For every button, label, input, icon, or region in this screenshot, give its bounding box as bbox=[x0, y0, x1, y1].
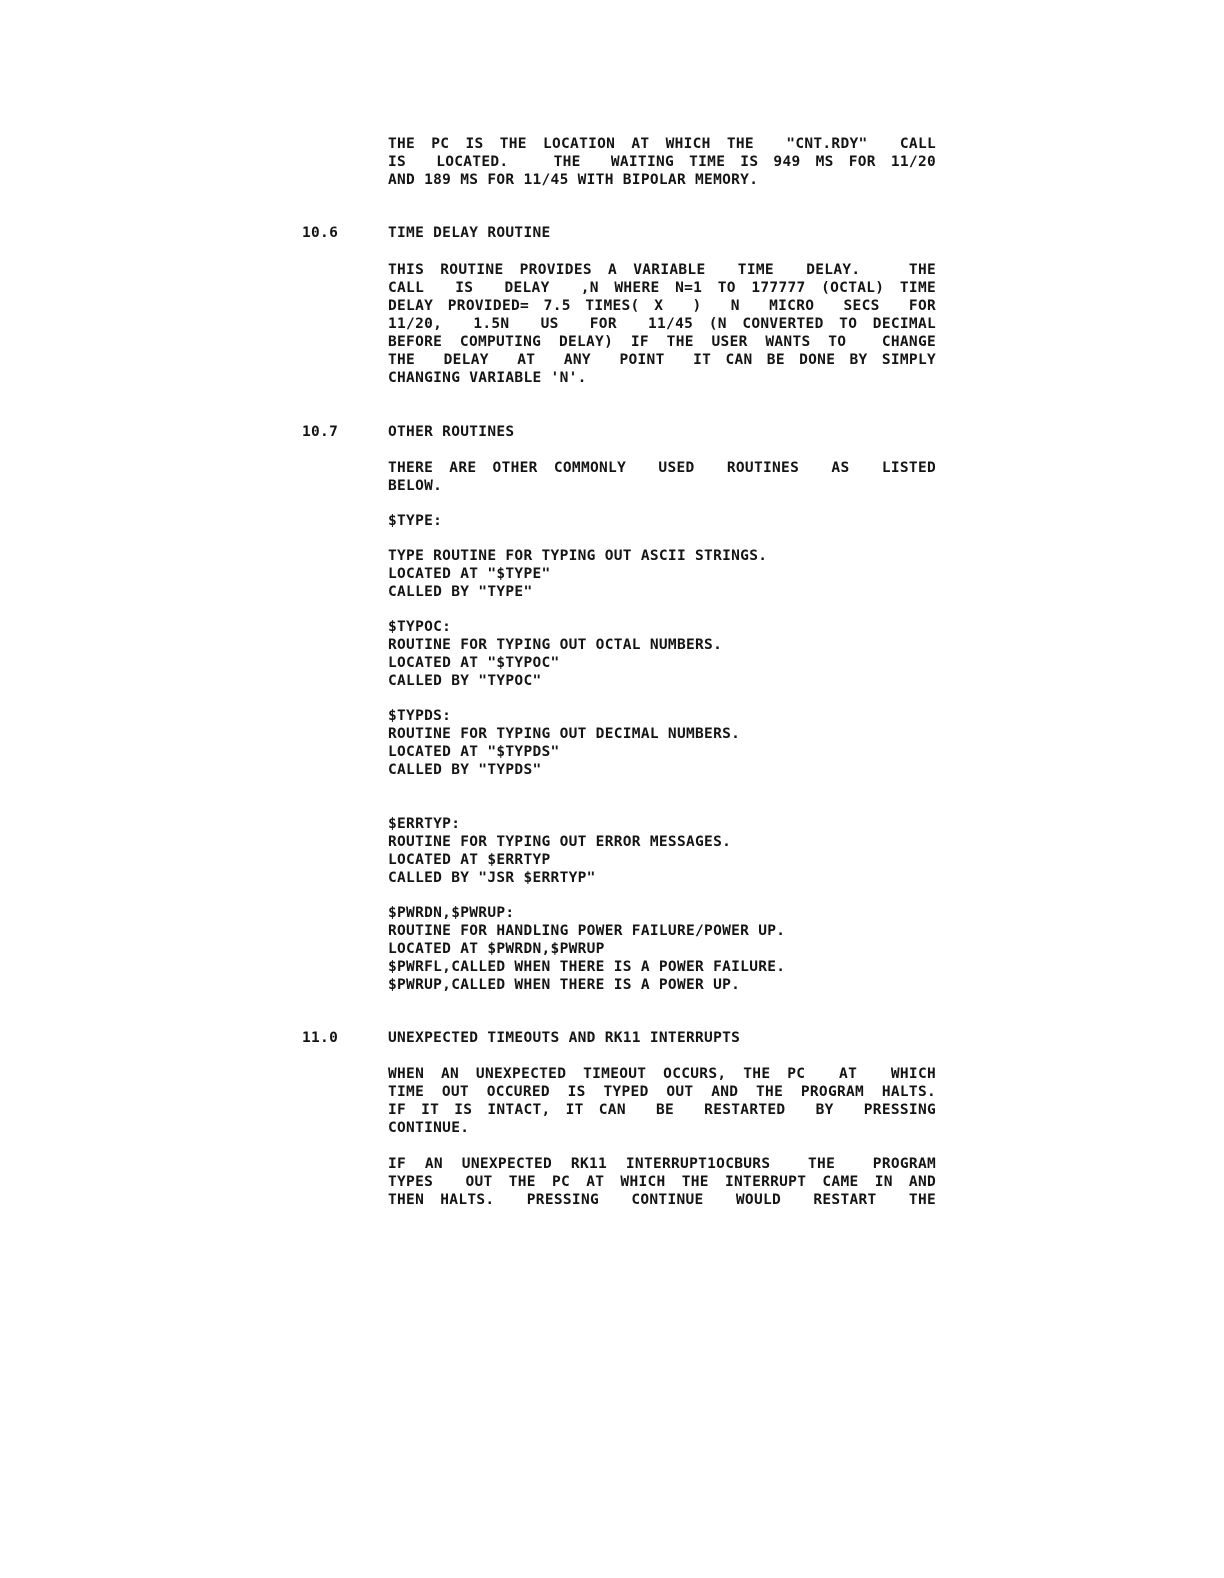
routine-line: LOCATED AT "$TYPE" bbox=[388, 566, 551, 582]
paragraph-line: TYPES OUT THE PC AT WHICH THE INTERRUPT CAME IN AND bbox=[388, 1174, 936, 1190]
routine-name: $PWRDN,$PWRUP: bbox=[388, 905, 515, 921]
intro-line: IS LOCATED. THE WAITING TIME IS 949 MS FOR 11/20 bbox=[388, 154, 936, 170]
routine-line: CALLED BY "TYPE" bbox=[388, 584, 533, 600]
routine-line: ROUTINE FOR HANDLING POWER FAILURE/POWER UP. bbox=[388, 923, 786, 939]
routine-line: ROUTINE FOR TYPING OUT ERROR MESSAGES. bbox=[388, 834, 732, 850]
section-heading: TIME DELAY ROUTINE bbox=[388, 225, 551, 241]
routine-name: $TYPOC: bbox=[388, 619, 452, 635]
routine-line: LOCATED AT "$TYPDS" bbox=[388, 744, 560, 760]
routine-line: TYPE ROUTINE FOR TYPING OUT ASCII STRINGS. bbox=[388, 548, 768, 564]
section-number: 11.0 bbox=[302, 1030, 339, 1046]
routine-line: $PWRFL,CALLED WHEN THERE IS A POWER FAILURE. bbox=[388, 959, 786, 975]
routine-line: CALLED BY "TYPOC" bbox=[388, 673, 542, 689]
paragraph-line: BEFORE COMPUTING DELAY) IF THE USER WANTS TO CHANGE bbox=[388, 334, 936, 350]
section-heading: OTHER ROUTINES bbox=[388, 424, 515, 440]
intro-line: THE PC IS THE LOCATION AT WHICH THE "CNT.RDY" CALL bbox=[388, 136, 936, 152]
paragraph-line: THEN HALTS. PRESSING CONTINUE WOULD RESTART THE bbox=[388, 1192, 936, 1208]
paragraph-line: THERE ARE OTHER COMMONLY USED ROUTINES AS LISTED bbox=[388, 460, 936, 476]
routine-name: $ERRTYP: bbox=[388, 816, 461, 832]
paragraph-line: IF AN UNEXPECTED RK11 INTERRUPT1OCBURS THE PROGRAM bbox=[388, 1156, 936, 1172]
routine-line: CALLED BY "TYPDS" bbox=[388, 762, 542, 778]
routine-line: CALLED BY "JSR $ERRTYP" bbox=[388, 870, 596, 886]
paragraph-line: CALL IS DELAY ,N WHERE N=1 TO 177777 (OCTAL) TIME bbox=[388, 280, 936, 296]
routine-line: $PWRUP,CALLED WHEN THERE IS A POWER UP. bbox=[388, 977, 741, 993]
routine-line: LOCATED AT $PWRDN,$PWRUP bbox=[388, 941, 605, 957]
routine-line: LOCATED AT "$TYPOC" bbox=[388, 655, 560, 671]
paragraph-line: THIS ROUTINE PROVIDES A VARIABLE TIME DELAY. THE bbox=[388, 262, 936, 278]
paragraph-line: TIME OUT OCCURED IS TYPED OUT AND THE PROGRAM HALTS. bbox=[388, 1084, 936, 1100]
paragraph-line: CONTINUE. bbox=[388, 1120, 470, 1136]
routine-line: ROUTINE FOR TYPING OUT OCTAL NUMBERS. bbox=[388, 637, 723, 653]
paragraph-line: WHEN AN UNEXPECTED TIMEOUT OCCURS, THE PC AT WHICH bbox=[388, 1066, 936, 1082]
section-heading: UNEXPECTED TIMEOUTS AND RK11 INTERRUPTS bbox=[388, 1030, 741, 1046]
routine-line: LOCATED AT $ERRTYP bbox=[388, 852, 551, 868]
section-number: 10.7 bbox=[302, 424, 339, 440]
routine-line: ROUTINE FOR TYPING OUT DECIMAL NUMBERS. bbox=[388, 726, 741, 742]
routine-name: $TYPDS: bbox=[388, 708, 452, 724]
paragraph-line: BELOW. bbox=[388, 478, 443, 494]
paragraph-line: CHANGING VARIABLE 'N'. bbox=[388, 370, 587, 386]
paragraph-line: IF IT IS INTACT, IT CAN BE RESTARTED BY PRESSING bbox=[388, 1102, 936, 1118]
section-number: 10.6 bbox=[302, 225, 339, 241]
paragraph-line: DELAY PROVIDED= 7.5 TIMES( X ) N MICRO SECS FOR bbox=[388, 298, 936, 314]
routine-name: $TYPE: bbox=[388, 513, 443, 529]
paragraph-line: THE DELAY AT ANY POINT IT CAN BE DONE BY SIMPLY bbox=[388, 352, 936, 368]
paragraph-line: 11/20, 1.5N US FOR 11/45 (N CONVERTED TO DECIMAL bbox=[388, 316, 936, 332]
intro-line: AND 189 MS FOR 11/45 WITH BIPOLAR MEMORY. bbox=[388, 172, 759, 188]
